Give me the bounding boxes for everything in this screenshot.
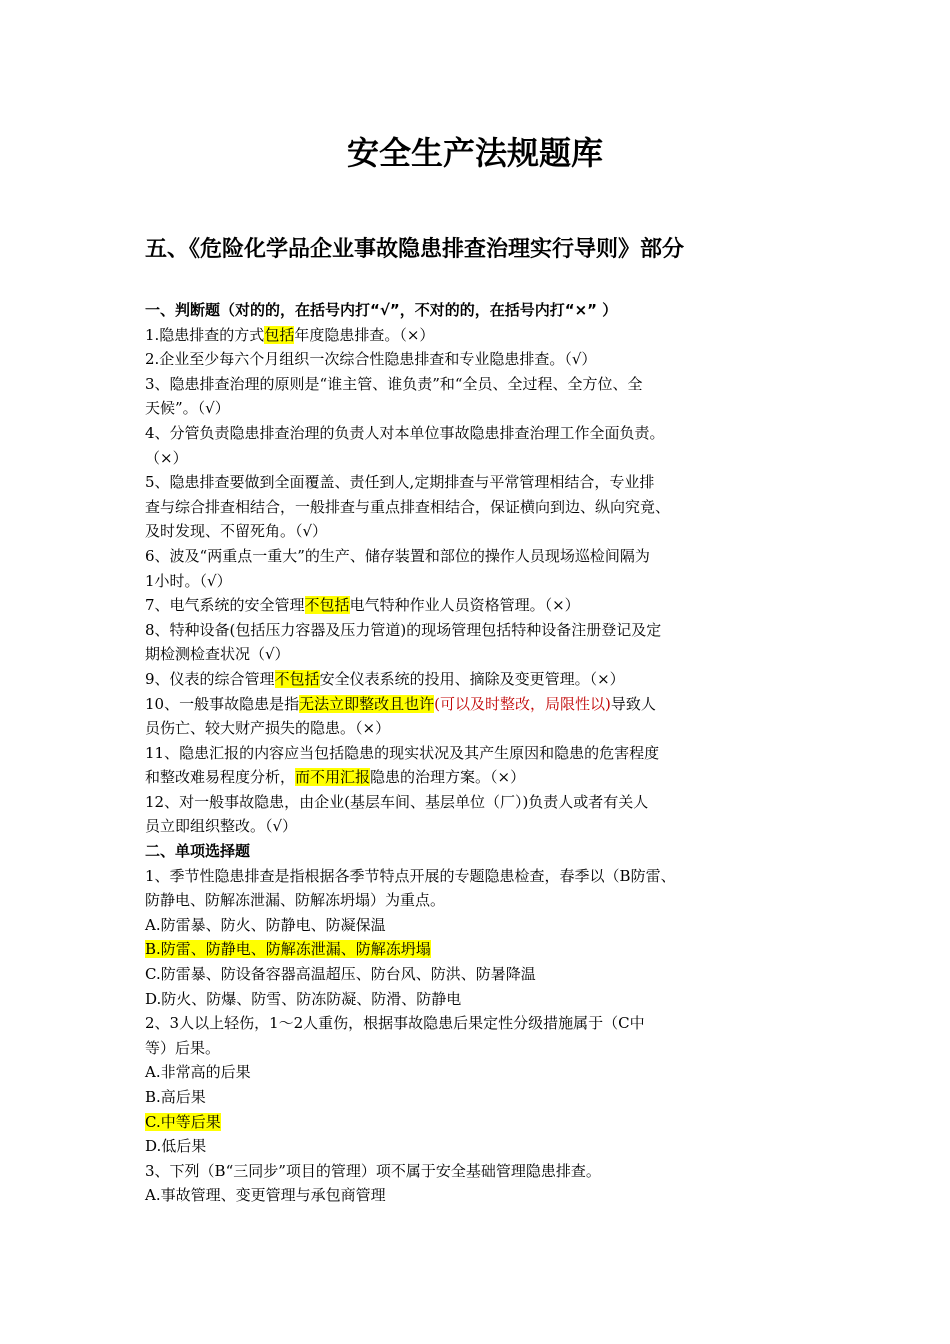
question-line: 4、分管负责隐患排查治理的负责人对本单位事故隐患排查治理工作全面负责。 xyxy=(145,423,665,442)
option-line: D.低后果 xyxy=(145,1137,207,1156)
question-line: 7、电气系统的安全管理不包括电气特种作业人员资格管理。（×） xyxy=(145,596,580,615)
red-annotation: (可以及时整改，局限性以) xyxy=(434,694,611,713)
question-line: （×） xyxy=(145,448,188,467)
question-line: 和整改难易程度分析，而不用汇报隐患的治理方案。（×） xyxy=(145,768,526,787)
question-line: 11、隐患汇报的内容应当包括隐患的现实状况及其产生原因和隐患的危害程度 xyxy=(145,743,660,762)
question-line: 1、季节性隐患排查是指根据各季节特点开展的专题隐患检查，春季以（B防雷、 xyxy=(145,866,676,885)
option-line: C.防雷暴、防设备容器高温超压、防台风、防洪、防暑降温 xyxy=(145,965,536,984)
option-line xyxy=(145,1110,810,1135)
highlighted-text: 而不用汇报 xyxy=(295,768,371,787)
option-line xyxy=(145,937,810,962)
question-line: 3、下列（B“三同步”项目的管理）项不属于安全基础管理隐患排查。 xyxy=(145,1161,601,1180)
question-line: 2.企业至少每六个月组织一次综合性隐患排查和专业隐患排查。（√） xyxy=(145,350,597,369)
question-line: 1小时。（√） xyxy=(145,571,232,590)
question-line: 期检测检查状况（√） xyxy=(145,645,290,664)
question-line: 10、一般事故隐患是指无法立即整改且也许(可以及时整改，局限性以)导致人 xyxy=(145,694,656,713)
question-line: 9、仪表的综合管理不包括安全仪表系统的投用、摘除及变更管理。（×） xyxy=(145,669,625,688)
highlighted-text: 包括 xyxy=(264,325,295,344)
question-line: 6、波及“两重点一重大”的生产、储存装置和部位的操作人员现场巡检间隔为 xyxy=(145,546,650,565)
question-line: 查与综合排查相结合，一般排查与重点排查相结合，保证横向到边、纵向究竟、 xyxy=(145,497,671,516)
highlighted-text: 不包括 xyxy=(274,669,320,688)
question-line: 3、隐患排查治理的原则是“谁主管、谁负责”和“全员、全过程、全方位、全 xyxy=(145,374,643,393)
document-body xyxy=(145,298,810,1208)
single-choice-heading: 二、单项选择题 xyxy=(145,842,251,861)
option-line: A.防雷暴、防火、防静电、防凝保温 xyxy=(145,915,386,934)
question-line: 8、特种设备(包括压力容器及压力管道)的现场管理包括特种设备注册登记及定 xyxy=(145,620,662,639)
option-line: A.非常高的后果 xyxy=(145,1063,251,1082)
option-line: A.事故管理、变更管理与承包商管理 xyxy=(145,1186,386,1205)
document-title: 安全生产法规题库 xyxy=(346,134,603,172)
question-line: 及时发现、不留死角。（√） xyxy=(145,522,328,541)
section-title: 五、《危险化学品企业事故隐患排查治理实行导则》部分 xyxy=(145,237,685,262)
question-line: 员伤亡、较大财产损失的隐患。（×） xyxy=(145,719,391,738)
highlighted-answer: B.防雷、防静电、防解冻泄漏、防解冻坍塌 xyxy=(145,940,431,959)
question-line: 12、对一般事故隐患，由企业(基层车间、基层单位（厂）)负责人或者有关人 xyxy=(145,792,649,811)
question-line: 1.隐患排查的方式包括年度隐患排查。（×） xyxy=(145,325,435,344)
option-line: D.防火、防爆、防雪、防冻防凝、防滑、防静电 xyxy=(145,989,462,1008)
question-line: 等）后果。 xyxy=(145,1038,221,1057)
question-line: 防静电、防解冻泄漏、防解冻坍塌）为重点。 xyxy=(145,891,446,910)
question-line: 2、3人以上轻伤，1～2人重伤，根据事故隐患后果定性分级措施属于（C中 xyxy=(145,1014,645,1033)
highlighted-answer: C.中等后果 xyxy=(145,1112,221,1131)
highlighted-text: 无法立即整改且也许 xyxy=(299,694,435,713)
question-line: 天候”。（√） xyxy=(145,399,230,418)
question-line: 5、隐患排查要做到全面覆盖、责任到人,定期排查与平常管理相结合，专业排 xyxy=(145,473,655,492)
highlighted-text: 不包括 xyxy=(304,596,350,615)
option-line: B.高后果 xyxy=(145,1088,206,1106)
true-false-heading: 一、判断题（对的的，在括号内打“√”，不对的的，在括号内打“×” ） xyxy=(145,301,618,319)
question-line: 员立即组织整改。（√） xyxy=(145,817,298,836)
